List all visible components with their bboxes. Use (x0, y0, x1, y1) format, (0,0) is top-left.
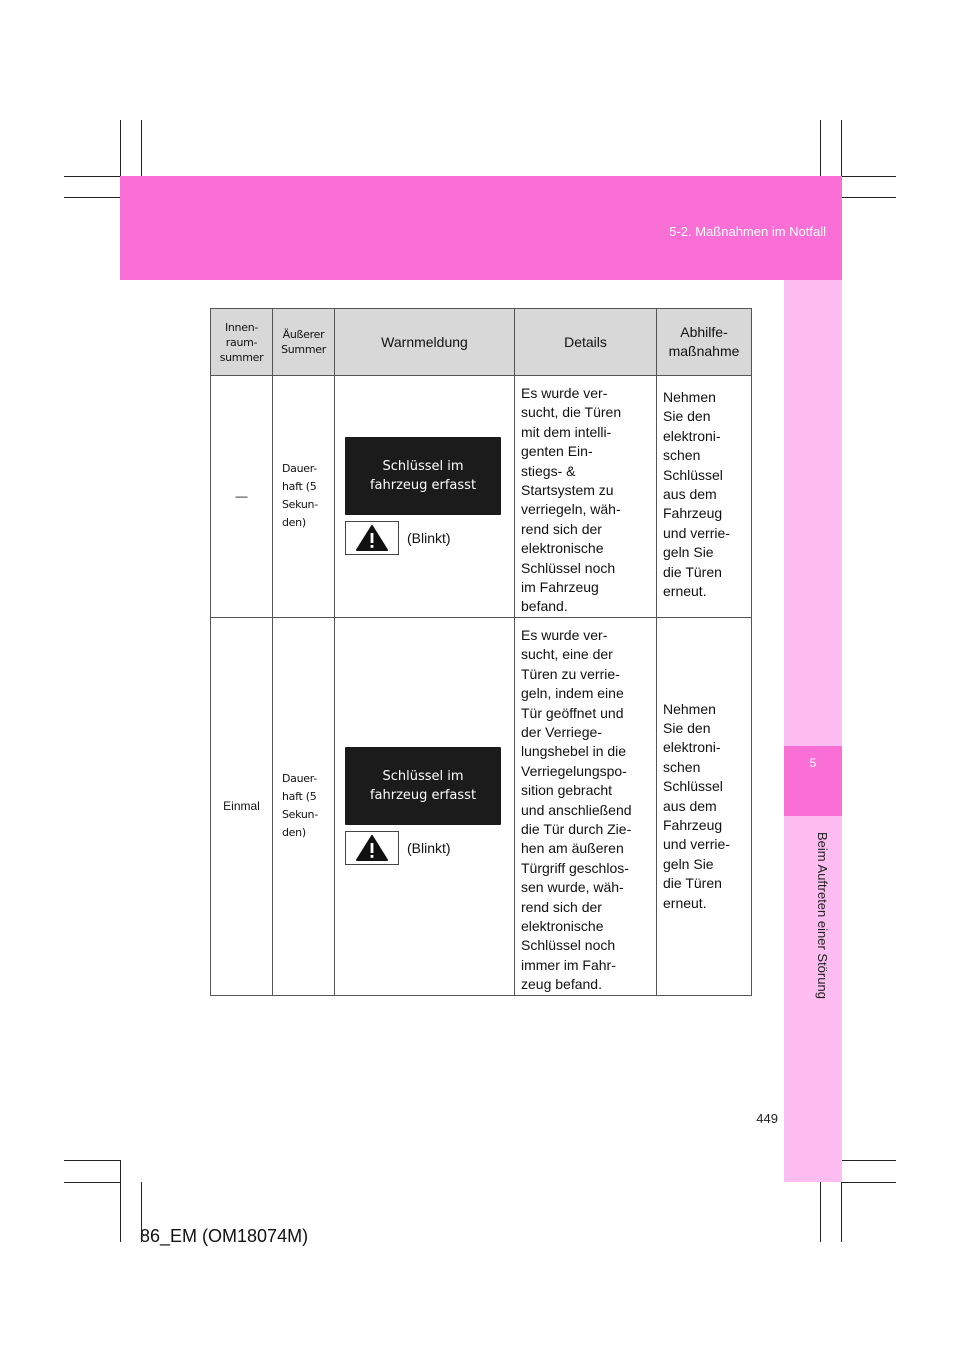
details-cell (515, 617, 657, 995)
text-line: schen (663, 447, 701, 464)
text-line: Sekun- (282, 808, 318, 822)
text-line: raum- (225, 335, 258, 349)
outer-buzzer-cell (273, 376, 335, 618)
warning-message-cell (335, 376, 515, 618)
crop-mark (842, 197, 896, 198)
text-line: elektroni- (663, 427, 721, 444)
page-number: 449 (756, 1111, 778, 1126)
text-line: Schlüssel noch (521, 559, 616, 576)
text-line: Nehmen (663, 389, 716, 405)
text-line: Schlüssel im (382, 459, 464, 475)
text-line: schen (663, 758, 701, 775)
text-line: geln Sie (663, 855, 714, 872)
text-line: Es wurde ver- (521, 626, 608, 643)
chapter-side-tab (784, 280, 842, 1182)
text-line: Sekun- (282, 498, 318, 512)
text-line: die Tür durch Zie- (521, 820, 632, 837)
text-line: befand. (521, 598, 568, 615)
text-line: elektronische (521, 917, 604, 934)
warning-light-row (345, 521, 514, 555)
warning-light-row (345, 831, 514, 865)
crop-mark (64, 197, 120, 198)
header-remedy (657, 309, 752, 376)
text-line: haft (5 (282, 790, 317, 804)
text-line: haft (5 (282, 480, 317, 494)
text-line: Dauer- (282, 462, 317, 476)
text-line: Fahrzeug (663, 505, 723, 522)
text-line: geln, indem eine (521, 685, 624, 702)
text-line: Schlüssel (663, 778, 723, 795)
text-line: aus dem (663, 486, 717, 503)
text-line: Startsystem zu (521, 482, 614, 499)
text-line: Türen zu verrie- (521, 665, 620, 682)
text-line: Innen- (224, 320, 259, 334)
text-line: und verrie- (663, 836, 730, 853)
text-line: die Türen (663, 563, 722, 580)
text-line: Summer (281, 343, 326, 356)
text-line: im Fahrzeug (521, 579, 599, 596)
text-line: maßnahme (668, 343, 740, 359)
message-display (345, 747, 501, 825)
crop-mark (64, 1182, 120, 1183)
message-display (345, 437, 501, 515)
text-line: die Türen (663, 875, 722, 892)
header-inner-buzzer (211, 309, 273, 376)
header-warning-message: Warnmeldung (335, 309, 515, 376)
text-line: Schlüssel noch (521, 937, 616, 954)
text-line: Sie den (663, 719, 711, 736)
text-line: Schlüssel (663, 466, 723, 483)
text-line: zeug befand. (521, 976, 602, 993)
chapter-number: 5 (809, 756, 817, 770)
text-line: mit dem intelli- (521, 423, 612, 440)
text-line: verriegeln, wäh- (521, 501, 621, 518)
text-line: rend sich der (521, 520, 602, 537)
text-line: Fahrzeug (663, 816, 723, 833)
chapter-number-box (784, 746, 842, 816)
header-band (120, 176, 842, 280)
outer-buzzer-cell (273, 617, 335, 995)
table-row (211, 617, 752, 995)
text-line: immer im Fahr- (521, 956, 616, 973)
warning-message-cell (335, 617, 515, 995)
text-line: Tür geöffnet und (521, 704, 624, 721)
details-cell (515, 376, 657, 618)
crop-mark (842, 1160, 896, 1161)
text-line: Abhilfe- (680, 324, 728, 340)
crop-mark (64, 1160, 120, 1161)
blink-label: (Blinkt) (407, 530, 451, 547)
chapter-title: Beim Auftreten einer Störung (815, 832, 830, 999)
text-line: Schlüssel im (382, 769, 464, 785)
text-line: den) (282, 826, 306, 840)
text-line: erneut. (663, 894, 707, 911)
text-line: sucht, eine der (521, 646, 613, 663)
remedy-cell (657, 617, 752, 995)
text-line: geln Sie (663, 544, 714, 561)
text-line: erneut. (663, 583, 707, 600)
text-line: hen am äußeren (521, 840, 624, 857)
crop-mark (842, 176, 896, 177)
text-line: der Verriege- (521, 723, 602, 740)
text-line: Es wurde ver- (521, 385, 608, 401)
text-line: und verrie- (663, 524, 730, 541)
warning-triangle-icon (345, 521, 399, 555)
text-line: aus dem (663, 797, 717, 814)
text-line: fahrzeug erfasst (369, 478, 477, 494)
text-line: summer (219, 350, 264, 364)
text-line: genten Ein- (521, 443, 593, 460)
text-line: Nehmen (663, 700, 716, 717)
table-header-row (211, 309, 752, 376)
text-line: elektronische (521, 540, 604, 557)
text-line: sen wurde, wäh- (521, 879, 624, 896)
text-line: rend sich der (521, 898, 602, 915)
header-details: Details (515, 309, 657, 376)
text-line: den) (282, 516, 306, 530)
table-row (211, 376, 752, 618)
document-code: 86_EM (OM18074M) (140, 1226, 309, 1246)
text-line: sucht, die Türen (521, 404, 622, 421)
blink-label: (Blinkt) (407, 840, 451, 857)
warning-triangle-icon (345, 831, 399, 865)
text-line: Äußerer (282, 328, 325, 341)
text-line: elektroni- (663, 739, 721, 756)
crop-mark (120, 1160, 121, 1242)
section-title: 5-2. Maßnahmen im Notfall (669, 224, 826, 239)
text-line: sition gebracht (521, 782, 613, 799)
inner-buzzer-cell: — (211, 376, 273, 618)
text-line: lungshebel in die (521, 743, 627, 760)
text-line: Türgriff geschlos- (521, 859, 629, 876)
remedy-cell (657, 376, 752, 618)
text-line: Verriegelungspo- (521, 762, 627, 779)
text-line: Sie den (663, 408, 711, 425)
text-line: und anschließend (521, 801, 632, 818)
header-outer-buzzer (273, 309, 335, 376)
crop-mark (842, 1182, 896, 1183)
warning-table (210, 308, 752, 996)
crop-mark (820, 1182, 821, 1242)
inner-buzzer-cell: Einmal (211, 617, 273, 995)
text-line: Dauer- (282, 772, 317, 786)
crop-mark (64, 176, 120, 177)
text-line: stiegs- & (521, 462, 576, 479)
text-line: fahrzeug erfasst (369, 788, 477, 804)
